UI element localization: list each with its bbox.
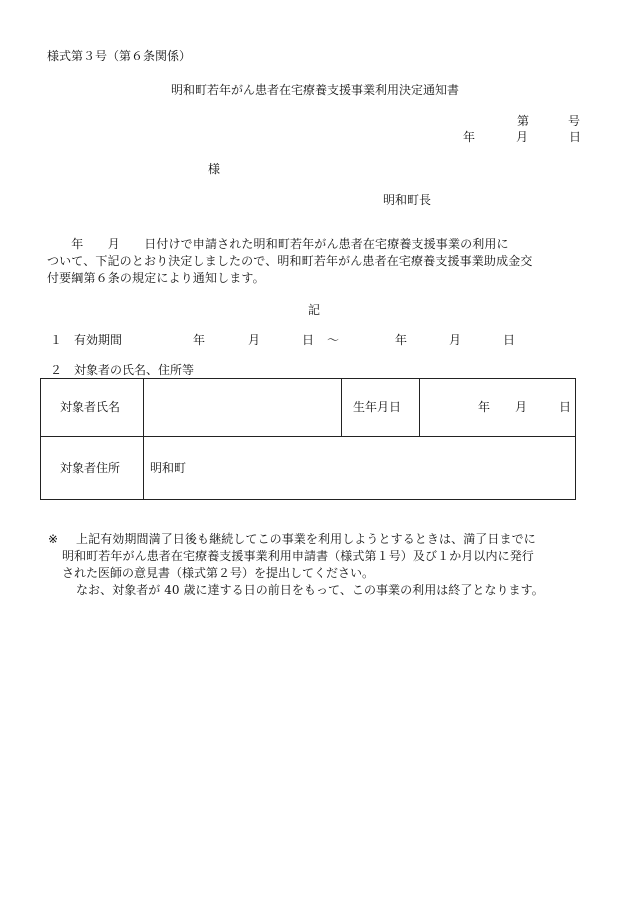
issue-date-day: 日	[569, 130, 582, 144]
name-label: 対象者氏名	[60, 400, 121, 414]
document-number-prefix: 第	[517, 114, 530, 128]
body-text-line-1: 年 月 日付けで申請された明和町若年がん患者在宅療養支援事業の利用に	[47, 237, 509, 251]
note-line-2: 明和町若年がん患者在宅療養支援事業利用申請書（様式第１号）及び１か月以内に発行	[62, 549, 534, 563]
item-2-number: ２	[50, 363, 63, 377]
document-number-suffix: 号	[568, 114, 581, 128]
birthdate-day: 日	[559, 400, 572, 414]
period-end-month: 月	[449, 333, 462, 347]
issue-date-month: 月	[516, 130, 529, 144]
birthdate-month: 月	[515, 400, 528, 414]
address-label: 対象者住所	[60, 461, 121, 475]
birthdate-year: 年	[478, 400, 491, 414]
note-line-1: 上記有効期間満了日後も継続してこの事業を利用しようとするときは、満了日までに	[76, 532, 536, 546]
table-column-divider	[143, 379, 144, 499]
body-text-line-3: 付要綱第６条の規定により通知します。	[47, 271, 265, 285]
address-value: 明和町	[150, 461, 187, 475]
item-1-label: 有効期間	[74, 333, 123, 347]
note-line-4: なお、対象者が 40 歳に達する日の前日をもって、この事業の利用は終了となります。	[76, 583, 544, 597]
issuer-name: 明和町長	[383, 193, 432, 207]
ki-heading: 記	[308, 303, 321, 317]
period-end-year: 年	[395, 333, 408, 347]
table-column-divider	[341, 379, 342, 436]
recipient-honorific: 様	[208, 162, 221, 176]
note-mark: ※	[48, 532, 59, 546]
item-2-label: 対象者の氏名、住所等	[74, 363, 195, 377]
period-start-day: 日	[302, 333, 315, 347]
recipient-info-table	[40, 378, 576, 500]
note-line-3: された医師の意見書（様式第２号）を提出してください。	[62, 566, 375, 580]
item-1-number: １	[50, 333, 63, 347]
period-start-month: 月	[248, 333, 261, 347]
document-title: 明和町若年がん患者在宅療養支援事業利用決定通知書	[170, 83, 459, 97]
form-number: 様式第３号（第６条関係）	[47, 49, 192, 63]
period-start-year: 年	[193, 333, 206, 347]
period-separator: ～	[327, 333, 340, 347]
body-text-line-2: ついて、下記のとおり決定しましたので、明和町若年がん患者在宅療養支援事業助成金交	[47, 254, 533, 268]
birthdate-label: 生年月日	[353, 400, 402, 414]
table-row-divider	[41, 436, 575, 437]
table-column-divider	[419, 379, 420, 436]
period-end-day: 日	[503, 333, 516, 347]
issue-date-year: 年	[463, 130, 476, 144]
